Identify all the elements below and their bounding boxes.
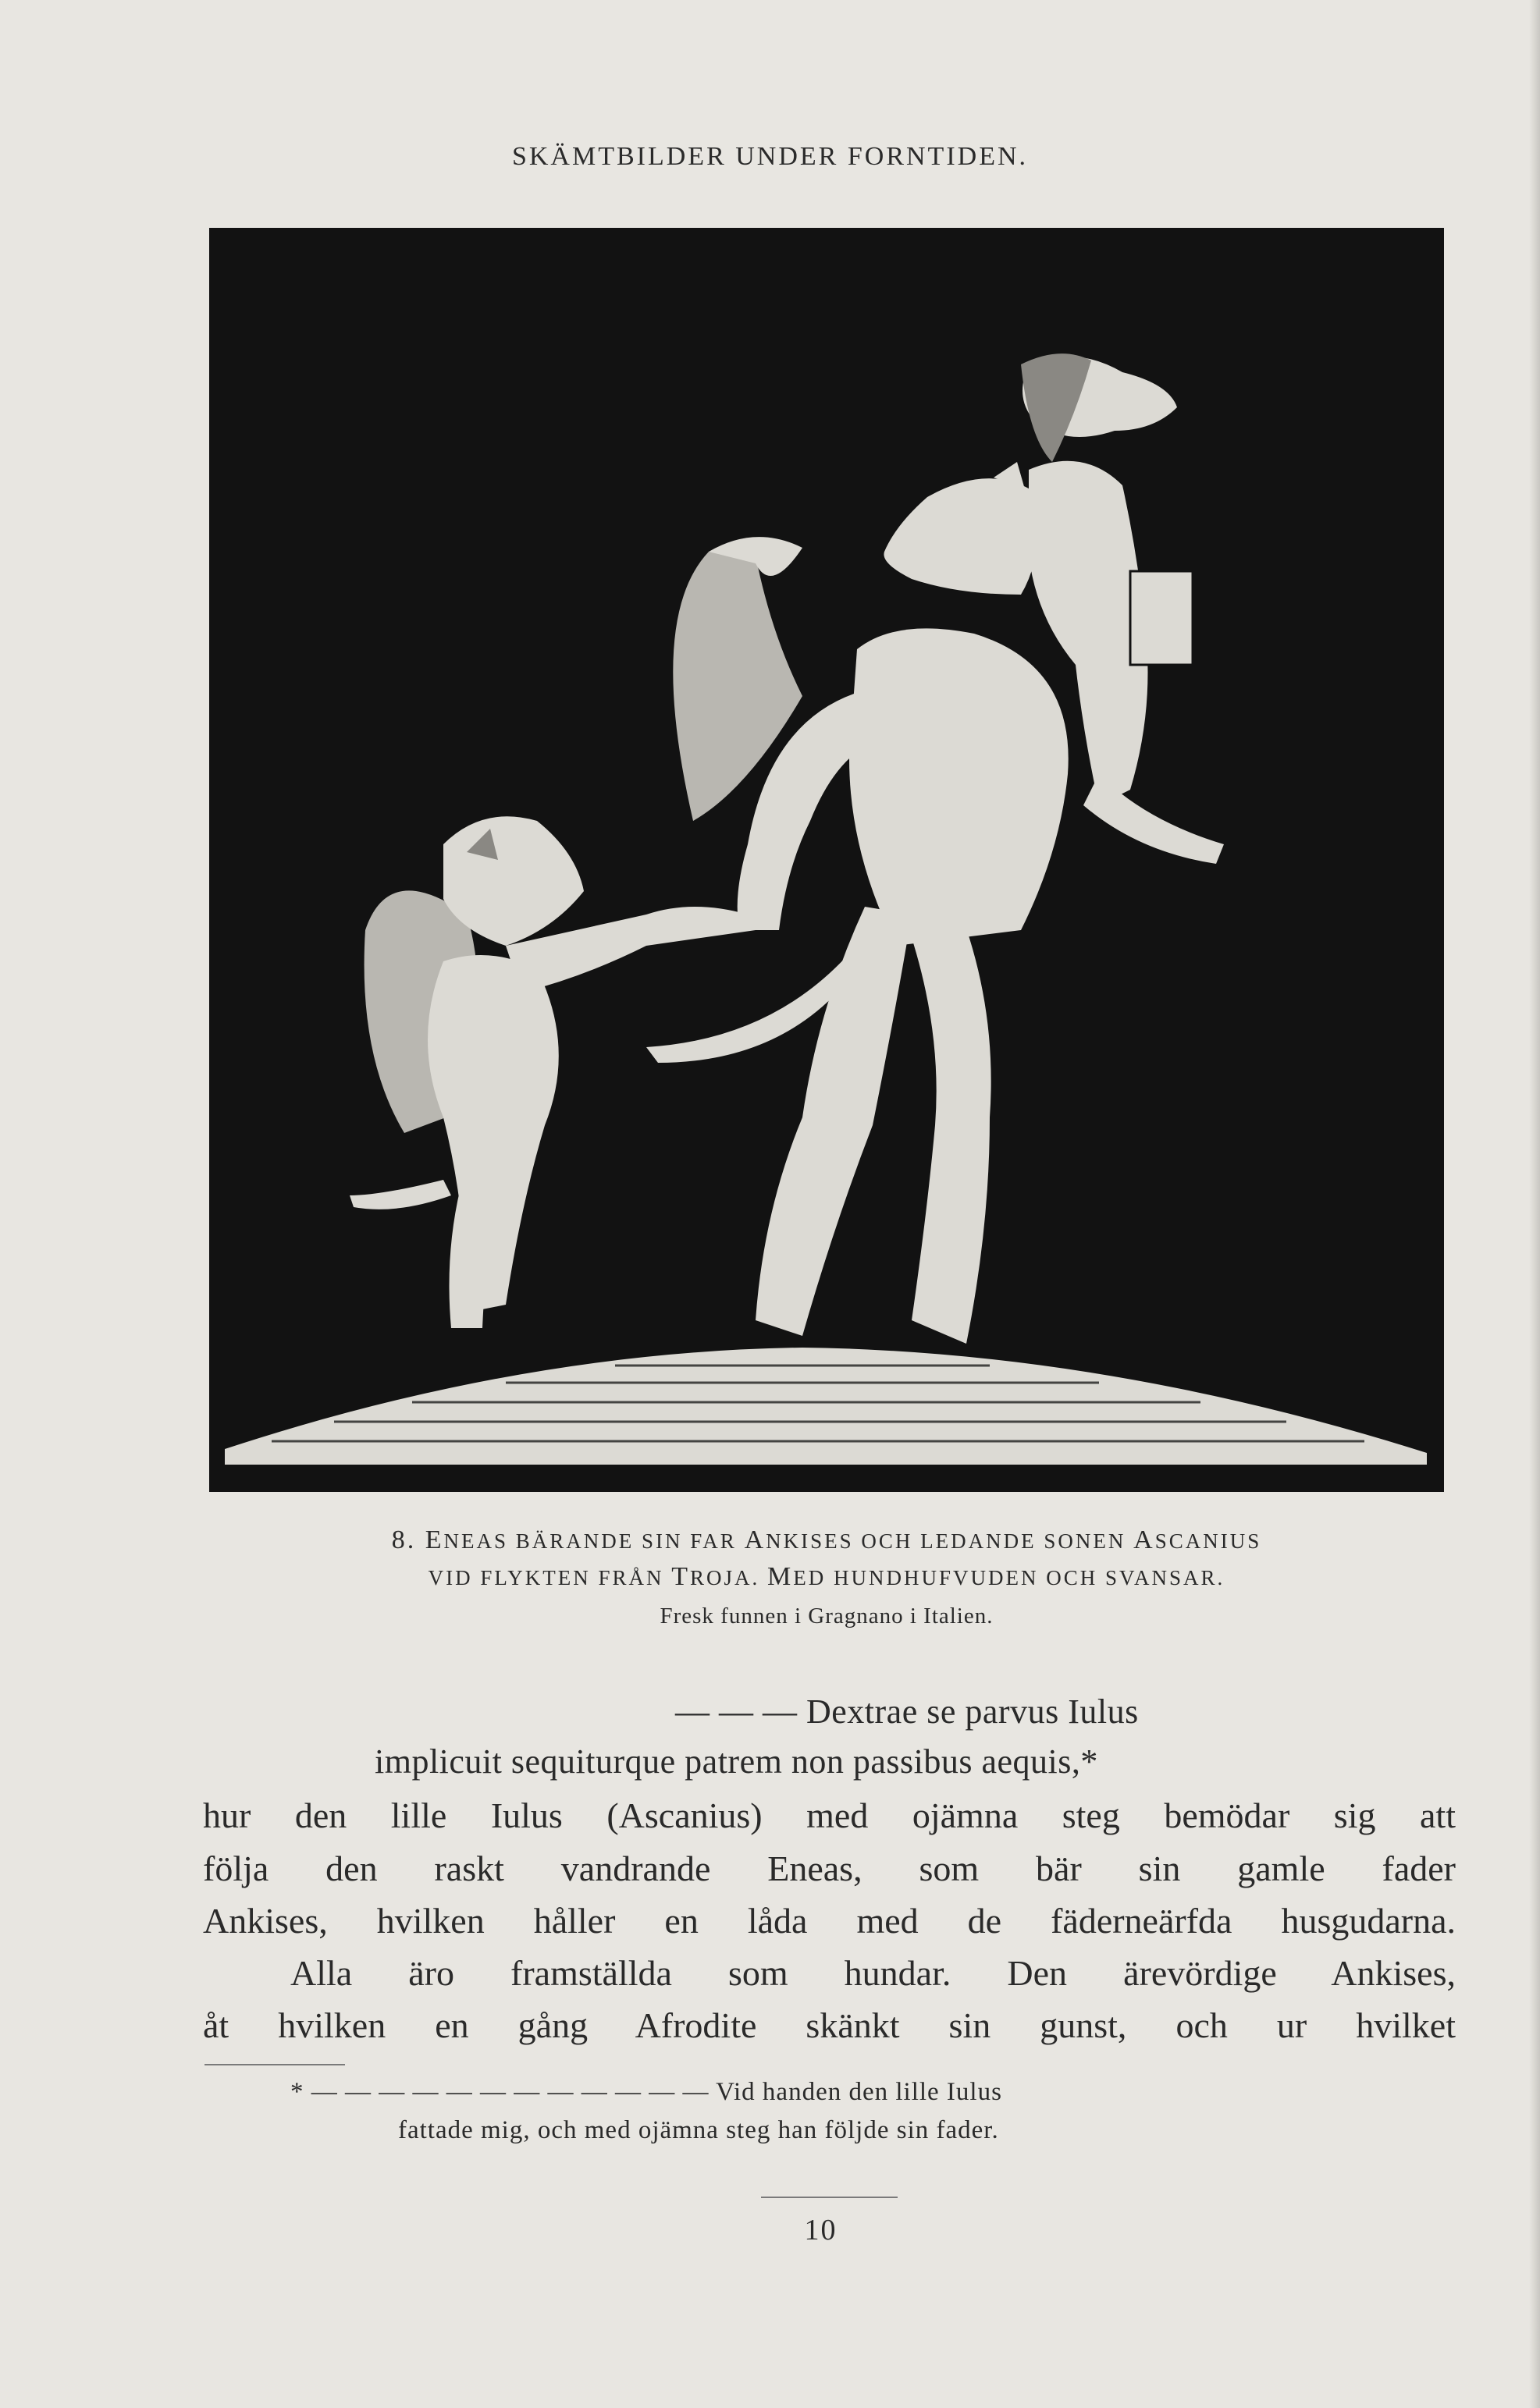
footnote-line-1: * — — — — — — — — — — — — Vid handen den lille Iulus bbox=[290, 2078, 1002, 2106]
fresco-image bbox=[209, 228, 1444, 1492]
body-text-line: Ankises, hvilken håller en låda med de fäderneärfda husgudarna. bbox=[203, 1901, 1456, 1941]
page-number-rule bbox=[761, 2197, 898, 2198]
page-number: 10 bbox=[804, 2214, 838, 2246]
body-text-line: följa den raskt vandrande Eneas, som bär sin gamle fader bbox=[203, 1849, 1456, 1888]
footnote-line-2: fattade mig, och med ojämna steg han följde sin fader. bbox=[398, 2116, 999, 2144]
page-edge bbox=[1529, 0, 1540, 2408]
body-text-line: hur den lille Iulus (Ascanius) med ojämna steg bemödar sig att bbox=[203, 1795, 1456, 1835]
verse-line-2: implicuit sequiturque patrem non passibus aequis,* bbox=[375, 1742, 1098, 1781]
figure-caption-source: Fresk funnen i Gragnano i Italien. bbox=[660, 1604, 994, 1628]
body-text-line: åt hvilken en gång Afrodite skänkt sin gunst, och ur hvilket bbox=[203, 2005, 1456, 2045]
figure-caption-line2: VID FLYKTEN FRÅN TROJA. MED HUNDHUFVUDEN OCH SVANSAR. bbox=[428, 1562, 1225, 1591]
running-head: SKÄMTBILDER UNDER FORNTIDEN. bbox=[511, 142, 1029, 171]
figure-caption-line1: 8. ENEAS BÄRANDE SIN FAR ANKISES OCH LEDANDE SONEN ASCANIUS bbox=[391, 1525, 1262, 1554]
footnote-rule bbox=[205, 2064, 345, 2065]
fresco-illustration bbox=[209, 228, 1444, 1492]
body-text-line: Alla äro framställda som hundar. Den ärevördige Ankises, bbox=[290, 1953, 1456, 1993]
verse-line-1: — — — Dextrae se parvus Iulus bbox=[675, 1692, 1139, 1731]
